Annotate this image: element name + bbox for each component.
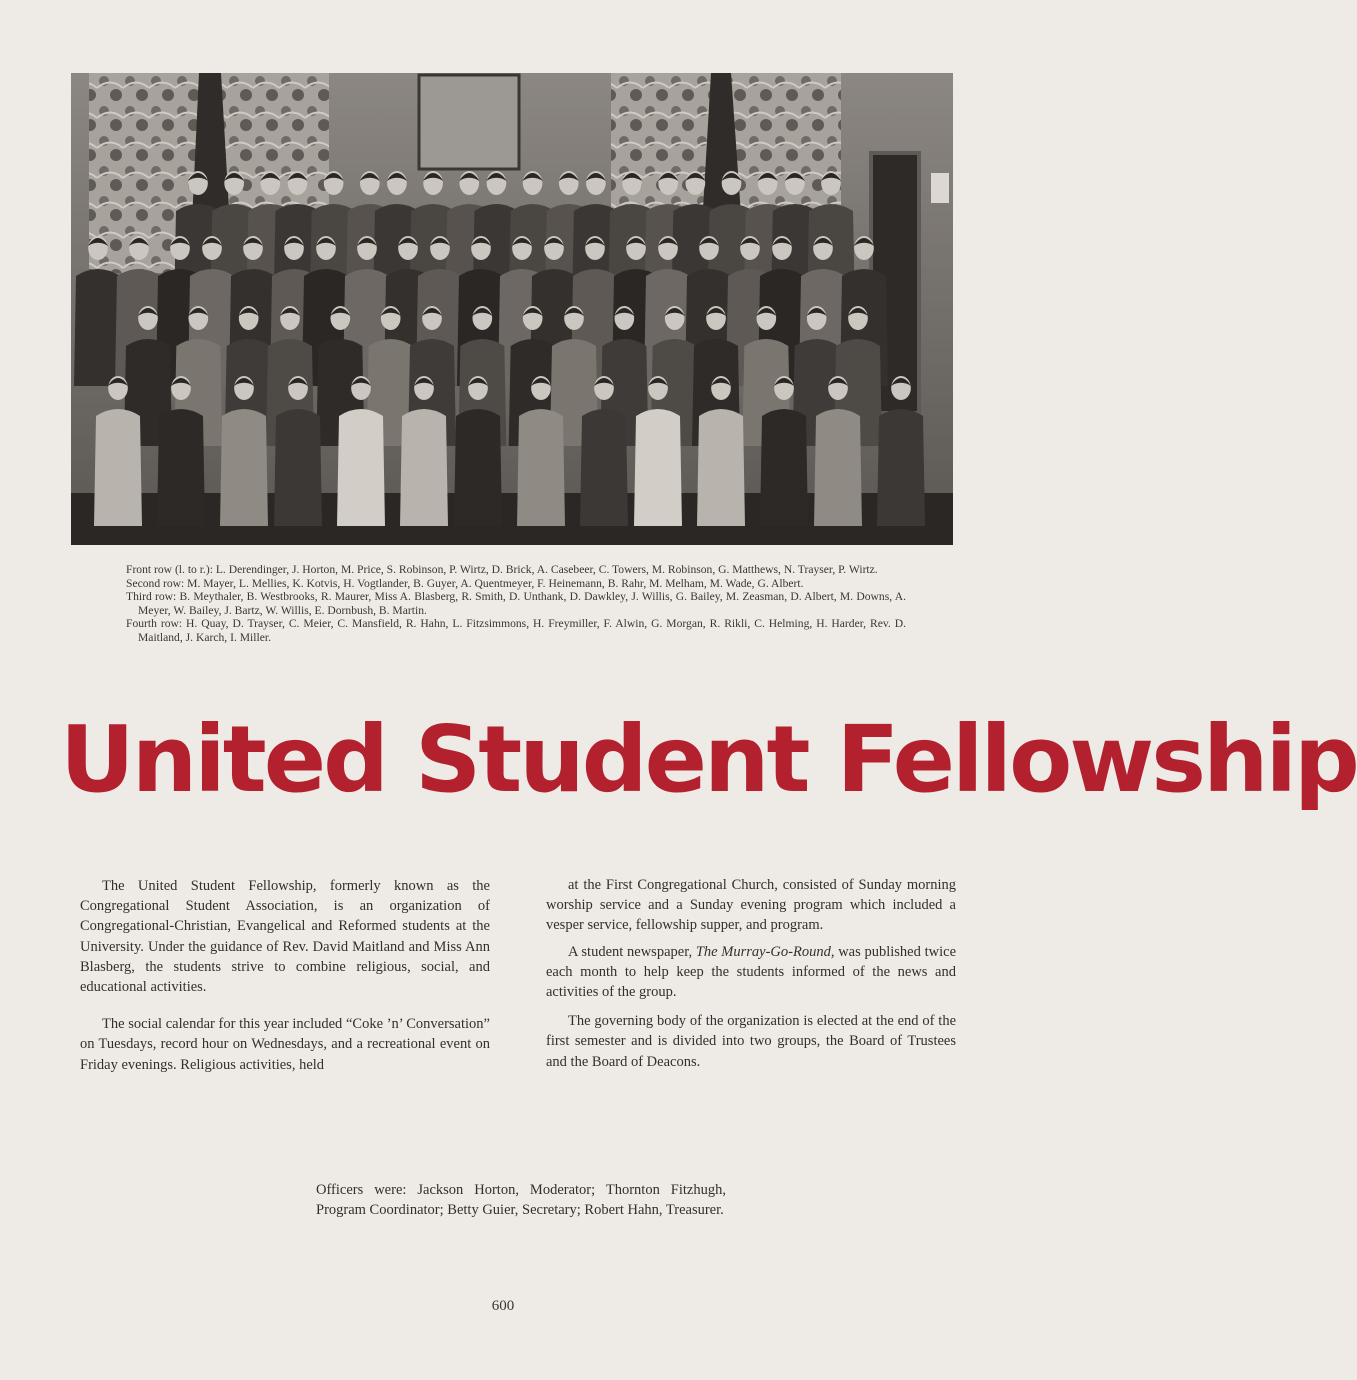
newspaper-name: The Murray-Go-Round, — [695, 943, 835, 960]
photo-figure-body — [877, 409, 925, 526]
photo-figure-body — [580, 409, 628, 526]
body-paragraph: The governing body of the organization is elected at the end of the first semester and is divided into two groups, the Board of Trustees and the Board of Deacons. — [546, 1013, 956, 1070]
caption-fourth-row: Fourth row: H. Quay, D. Trayser, C. Meier, C. Mansfield, R. Hahn, L. Fitzsimmons, H. Freymiller, F. Alwin, G. Morgan, R. Rikli, C. Helming, H. Harder, Rev. D. Maitland, J. Karch, I. Miller. — [126, 617, 906, 644]
photo-figure-body — [74, 269, 122, 386]
text-span: A student newspaper, — [568, 943, 696, 960]
photo-figure-body — [400, 409, 448, 526]
photo-figure-body — [697, 409, 745, 526]
caption-third-row: Third row: B. Meythaler, B. Westbrooks, R. Maurer, Miss A. Blasberg, R. Smith, D. Unthank, D. Dawkley, J. Willis, G. Bailey, M. Zeasman, D. Albert, M. Downs, A. Meyer, W. Bailey, J. Bartz, W. Willis, E. Dornbush, B. Martin. — [126, 590, 906, 617]
caption-second-row: Second row: M. Mayer, L. Mellies, K. Kotvis, H. Vogtlander, B. Guyer, A. Quentmeyer, F. Heinemann, B. Rahr, M. Melham, M. Wade, G. Albert. — [126, 576, 804, 590]
page-title: United Student Fellowship — [60, 706, 1357, 813]
photo-figure-body — [157, 409, 205, 526]
caption-front-row: Front row (l. to r.): L. Derendinger, J. Horton, M. Price, S. Robinson, P. Wirtz, D. Brick, A. Casebeer, C. Towers, M. Robinson, G. Matthews, N. Trayser, P. Wirtz. — [126, 563, 878, 576]
photo-figure-body — [337, 409, 385, 526]
body-paragraph-newspaper — [546, 942, 956, 1003]
group-photo — [71, 73, 953, 545]
photo-figure-body — [220, 409, 268, 526]
body-column-right — [546, 875, 956, 1072]
group-photo-image — [71, 73, 953, 545]
text-span: was published twice each month to help keep the students informed of the news and activities of the group. — [546, 943, 957, 1001]
photo-figure-body — [94, 409, 142, 526]
photo-figure-body — [760, 409, 808, 526]
officers-list: Officers were: Jackson Horton, Moderator; Thornton Fitzhugh, Program Coordinator; Betty Guier, Secretary; Robert Hahn, Treasurer. — [316, 1182, 726, 1219]
body-paragraph: at the First Congregational Church, consisted of Sunday morning worship service and a Sunday evening program which included a vesper service, fellowship supper, and program. — [546, 877, 956, 934]
body-column-left — [80, 876, 490, 1075]
photo-figure-body — [814, 409, 862, 526]
photo-caption — [126, 563, 906, 645]
photo-figure-body — [517, 409, 565, 526]
body-paragraph: The social calendar for this year included “Coke ’n’ Conversation” on Tuesdays, record hour on Wednesdays, and a recreational event on Friday evenings. Religious activities, held — [80, 1016, 490, 1073]
page-number: 600 — [491, 1298, 515, 1314]
photo-figure-body — [274, 409, 322, 526]
body-paragraph: The United Student Fellowship, formerly known as the Congregational Student Association, is an organization of Congregational-Christian, Evangelical and Reformed students at the University. Under the guidance of Rev. David Maitland and Miss Ann Blasberg, the students strive to combine religious, social, and educational activities. — [80, 878, 490, 996]
photo-figure-body — [454, 409, 502, 526]
photo-figure-body — [634, 409, 682, 526]
